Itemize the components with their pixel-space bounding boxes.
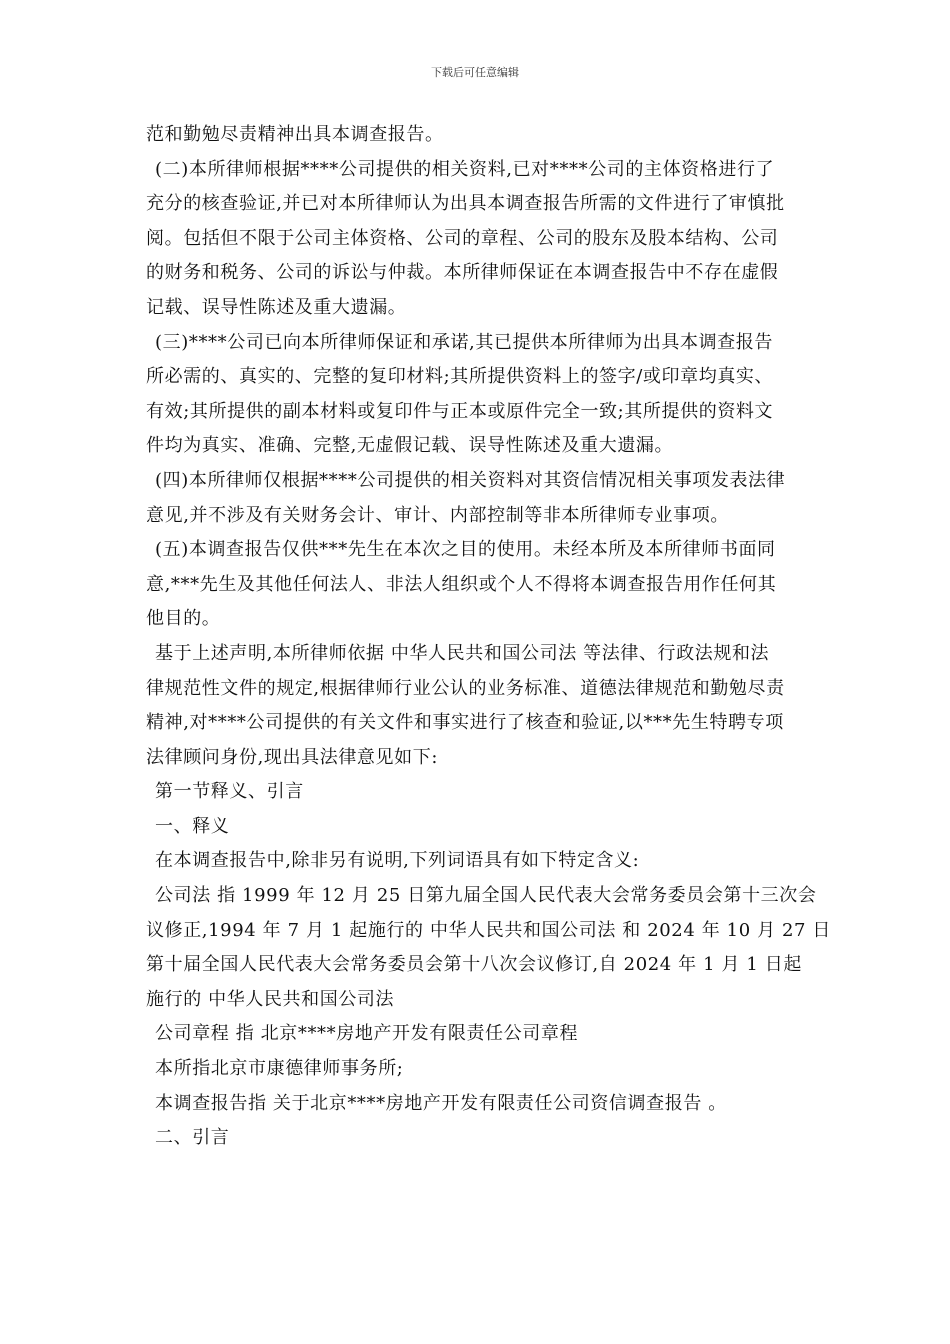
definition-line: 公司章程 指 北京****房地产开发有限责任公司章程: [155, 1023, 579, 1045]
body-line: 范和勤勉尽责精神出具本调查报告。: [146, 124, 444, 145]
definition-line: 本所指北京市康德律师事务所;: [155, 1058, 404, 1080]
subsection-heading: 二、引言: [155, 1127, 230, 1149]
subsection-heading: 一、释义: [155, 815, 230, 837]
body-line: (四)本所律师仅根据****公司提供的相关资料对其资信情况相关事项发表法律: [155, 469, 786, 491]
body-line: 的财务和税务、公司的诉讼与仲裁。本所律师保证在本调查报告中不存在虚假: [146, 262, 779, 284]
body-line: 有效;其所提供的副本材料或复印件与正本或原件完全一致;其所提供的资料文: [146, 400, 774, 422]
body-line: 件均为真实、准确、完整,无虚假记载、误导性陈述及重大遗漏。: [146, 435, 674, 457]
definition-line: 公司法 指 1999 年 12 月 25 日第九届全国人民代表大会常务委员会第十三次会: [155, 885, 817, 907]
body-line: 所必需的、真实的、完整的复印材料;其所提供资料上的签字/或印章均真实、: [146, 366, 774, 388]
definition-line: 施行的 中华人民共和国公司法: [146, 988, 395, 1010]
body-line: 基于上述声明,本所律师依据 中华人民共和国公司法 等法律、行政法规和法: [155, 642, 770, 664]
page-header: 下载后可任意编辑: [431, 66, 519, 79]
body-line: (二)本所律师根据****公司提供的相关资料,已对****公司的主体资格进行了: [155, 158, 775, 180]
body-line: (五)本调查报告仅供***先生在本次之目的使用。未经本所及本所律师书面同: [155, 539, 776, 561]
body-line: 律规范性文件的规定,根据律师行业公认的业务标准、道德法律规范和勤勉尽责: [146, 677, 785, 699]
body-line: 法律顾问身份,现出具法律意见如下:: [146, 746, 438, 768]
document-body: [146, 118, 832, 1156]
definition-line: 第十届全国人民代表大会常务委员会第十八次会议修订,自 2024 年 1 月 1 日起: [146, 954, 802, 976]
body-line: 意,***先生及其他任何法人、非法人组织或个人不得将本调查报告用作任何其: [146, 573, 777, 595]
body-line: 精神,对****公司提供的有关文件和事实进行了核查和验证,以***先生特聘专项: [146, 712, 784, 734]
body-line: 他目的。: [146, 608, 221, 630]
body-line: 意见,并不涉及有关财务会计、审计、内部控制等非本所律师专业事项。: [146, 504, 729, 526]
body-line: 在本调查报告中,除非另有说明,下列词语具有如下特定含义:: [155, 850, 640, 872]
body-line: 充分的核查验证,并已对本所律师认为出具本调查报告所需的文件进行了审慎批: [146, 193, 785, 215]
body-line: (三)****公司已向本所律师保证和承诺,其已提供本所律师为出具本调查报告: [155, 331, 773, 353]
definition-line: 本调查报告指 关于北京****房地产开发有限责任公司资信调查报告 。: [155, 1092, 727, 1114]
body-line: 阅。包括但不限于公司主体资格、公司的章程、公司的股东及股本结构、公司: [146, 227, 779, 249]
body-line: 记载、误导性陈述及重大遗漏。: [146, 296, 407, 318]
definition-line: 议修正,1994 年 7 月 1 起施行的 中华人民共和国公司法 和 2024 年 10 月 27 日: [146, 919, 832, 941]
section-heading: 第一节释义、引言: [155, 781, 304, 803]
